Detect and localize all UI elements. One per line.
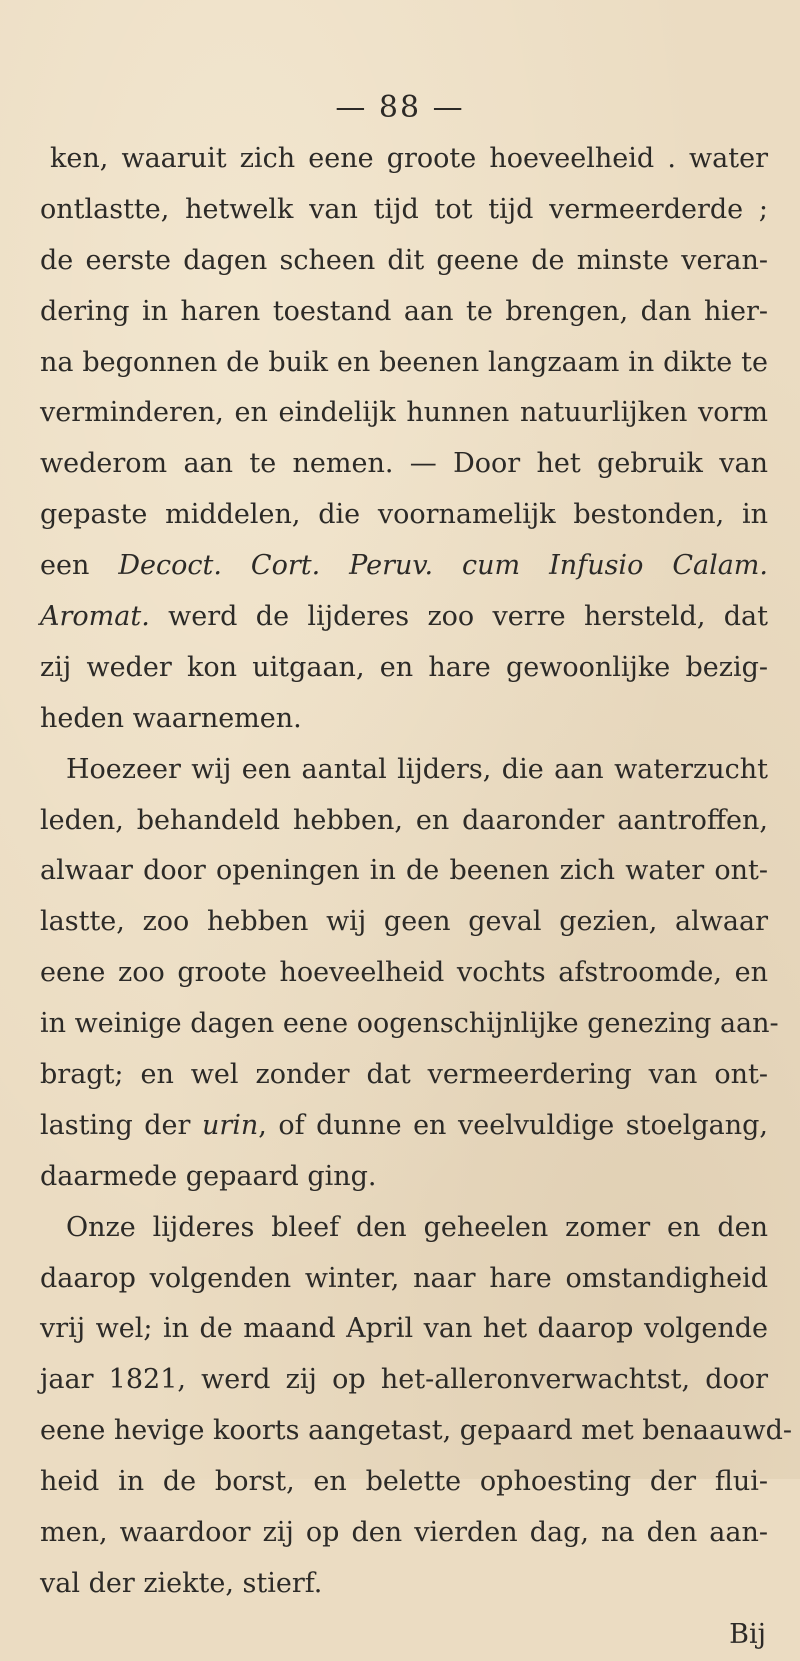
text-line: alwaar door openingen in de beenen zich water ont- (40, 855, 768, 887)
text-line: ken, waaruit zich eene groote hoeveelheid . water (50, 143, 768, 174)
text-line: val der ziekte, stierf. (40, 1567, 323, 1599)
catchword: Bij (729, 1618, 766, 1650)
text-line: in weinige dagen eene oogenschijnlijke genezing aan- (40, 1008, 779, 1040)
text-segment: werd de lijderes zoo verre hersteld, dat (149, 601, 768, 633)
text-line (40, 1101, 768, 1152)
text-line: daarmede gepaard ging. (40, 1160, 377, 1192)
text-line: daarop volgenden winter, naar hare omstandigheid (40, 1262, 768, 1294)
text-line: men, waardoor zij op den vierden dag, na den aan- (40, 1517, 768, 1549)
text-segment: , of dunne en veelvuldige stoelgang, (258, 1109, 768, 1141)
text-line: bragt; en wel zonder dat vermeerdering van ont- (40, 1059, 768, 1091)
text-line: zij weder kon uitgaan, en hare gewoonlijke bezig- (40, 651, 768, 683)
text-line: Hoezeer wij een aantal lijders, die aan waterzucht (66, 753, 768, 785)
text-line: dering in haren toestand aan te brengen, dan hier- (40, 295, 768, 327)
text-line (40, 541, 768, 592)
text-segment: lasting der (40, 1109, 202, 1141)
body-text (40, 134, 793, 1661)
text-line: heden waarnemen. (40, 702, 302, 734)
text-line: verminderen, en eindelijk hunnen natuurlijken vorm (40, 397, 768, 429)
text-line: de eerste dagen scheen dit geene de minste veran- (40, 244, 768, 276)
latin-term: Aromat. (40, 601, 150, 633)
text-line (40, 592, 768, 643)
text-line: ontlastte, hetwelk van tijd tot tijd vermeerderde ; (40, 193, 768, 225)
page-number: — 88 — (335, 90, 465, 125)
text-line: eene hevige koorts aangetast, gepaard met benaauwd- (40, 1415, 793, 1447)
text-line: eene zoo groote hoeveelheid vochts afstroomde, en (40, 957, 768, 989)
text-segment: een (40, 550, 119, 582)
text-line: heid in de borst, en belette ophoesting der flui- (40, 1466, 768, 1498)
text-line: lastte, zoo hebben wij geen geval gezien, alwaar (40, 906, 768, 938)
text-line: na begonnen de buik en beenen langzaam in dikte te (40, 346, 768, 378)
text-line: gepaste middelen, die voornamelijk bestonden, in (40, 499, 768, 531)
text-line: Onze lijderes bleef den geheelen zomer en den (66, 1211, 768, 1243)
text-line: wederom aan te nemen. — Door het gebruik van (40, 448, 768, 480)
text-line: vrij wel; in de maand April van het daarop volgende (40, 1313, 768, 1345)
text-line: jaar 1821, werd zij op het-alleronverwachtst, door (40, 1364, 768, 1396)
latin-term: urin (201, 1109, 259, 1141)
latin-term: Decoct. Cort. Peruv. cum Infusio Calam. (118, 550, 768, 582)
text-line: leden, behandeld hebben, en daaronder aantroffen, (40, 804, 768, 836)
